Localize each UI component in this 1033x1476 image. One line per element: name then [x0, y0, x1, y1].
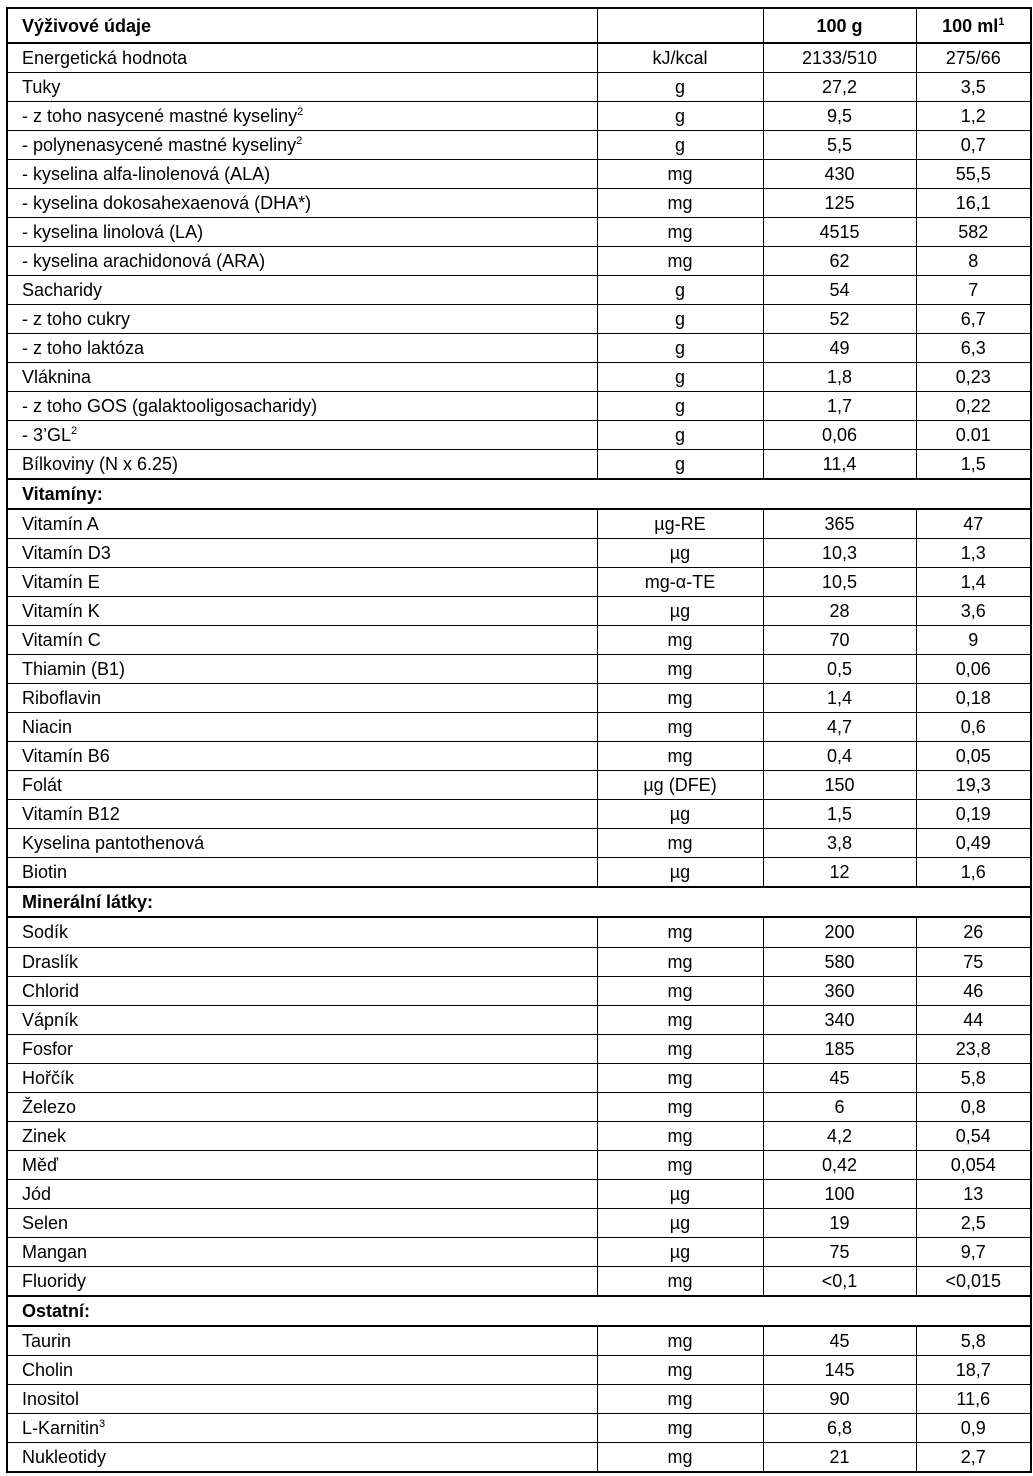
value-per-100ml: 16,1	[916, 189, 1031, 218]
nutrient-name	[7, 1355, 597, 1384]
table-row	[7, 102, 1031, 131]
value-per-100g: 2133/510	[763, 43, 916, 73]
nutrient-label: Inositol	[22, 1388, 80, 1409]
table-row	[7, 43, 1031, 73]
value-per-100g: 9,5	[763, 102, 916, 131]
nutrient-unit: g	[597, 131, 763, 160]
value-per-100ml: 275/66	[916, 43, 1031, 73]
nutrient-name	[7, 247, 597, 276]
table-row	[7, 742, 1031, 771]
nutrient-name	[7, 1266, 597, 1296]
section-title: Ostatní:	[7, 1296, 1031, 1326]
nutrient-label: - kyselina arachidonová (ARA)	[22, 251, 266, 272]
value-per-100g: 21	[763, 1442, 916, 1472]
value-per-100g: 580	[763, 947, 916, 976]
nutrient-name	[7, 160, 597, 189]
table-row	[7, 1384, 1031, 1413]
value-per-100ml: 0,18	[916, 684, 1031, 713]
nutrient-unit: mg	[597, 189, 763, 218]
table-row	[7, 597, 1031, 626]
nutrient-label: Vitamín A	[22, 514, 99, 535]
value-per-100g: 1,8	[763, 363, 916, 392]
nutrient-name	[7, 713, 597, 742]
table-row	[7, 1326, 1031, 1356]
value-per-100g: 70	[763, 626, 916, 655]
table-row	[7, 684, 1031, 713]
nutrient-name	[7, 392, 597, 421]
nutrient-name	[7, 1092, 597, 1121]
value-per-100g: 6	[763, 1092, 916, 1121]
value-per-100g: 10,3	[763, 539, 916, 568]
nutrient-unit: µg	[597, 597, 763, 626]
value-per-100ml: 46	[916, 976, 1031, 1005]
table-row	[7, 917, 1031, 947]
value-per-100g: 4,7	[763, 713, 916, 742]
value-per-100ml: 0,9	[916, 1413, 1031, 1442]
nutrient-name	[7, 858, 597, 888]
nutrient-label: Zinek	[22, 1125, 67, 1146]
table-row	[7, 1266, 1031, 1296]
nutrient-name	[7, 976, 597, 1005]
nutrient-label: Selen	[22, 1212, 69, 1233]
header-label: Výživové údaje	[7, 8, 597, 43]
nutrient-unit: g	[597, 73, 763, 102]
table-row	[7, 334, 1031, 363]
nutrient-name	[7, 1150, 597, 1179]
nutrient-name	[7, 568, 597, 597]
table-row	[7, 568, 1031, 597]
nutrient-unit: mg	[597, 218, 763, 247]
nutrient-unit: mg	[597, 1266, 763, 1296]
table-row	[7, 655, 1031, 684]
value-per-100g: 4,2	[763, 1121, 916, 1150]
nutrient-label: Tuky	[22, 77, 61, 98]
table-row	[7, 713, 1031, 742]
value-per-100g: 12	[763, 858, 916, 888]
table-row	[7, 539, 1031, 568]
nutrient-label: Fosfor	[22, 1038, 74, 1059]
table-row	[7, 450, 1031, 480]
table-row	[7, 218, 1031, 247]
nutrient-label: - z toho cukry	[22, 309, 131, 330]
value-per-100g: 54	[763, 276, 916, 305]
section-title: Vitamíny:	[7, 479, 1031, 509]
nutrient-name	[7, 947, 597, 976]
nutrient-name	[7, 1237, 597, 1266]
nutrient-name	[7, 742, 597, 771]
value-per-100ml: 0,22	[916, 392, 1031, 421]
value-per-100ml: 47	[916, 509, 1031, 539]
value-per-100g: 11,4	[763, 450, 916, 480]
nutrient-unit: kJ/kcal	[597, 43, 763, 73]
nutrient-unit: mg	[597, 1063, 763, 1092]
value-per-100ml: 44	[916, 1005, 1031, 1034]
value-per-100ml: 1,5	[916, 450, 1031, 480]
nutrient-label: - z toho GOS (galaktooligosacharidy)	[22, 396, 318, 417]
nutrient-unit: g	[597, 450, 763, 480]
nutrient-label: - 3’GL	[22, 425, 72, 446]
section-minerals	[7, 887, 1031, 917]
nutrient-unit: µg (DFE)	[597, 771, 763, 800]
nutrient-unit: mg	[597, 1355, 763, 1384]
value-per-100g: 150	[763, 771, 916, 800]
value-per-100ml: 23,8	[916, 1034, 1031, 1063]
nutrient-label: Měď	[22, 1154, 59, 1175]
nutrient-label: Nukleotidy	[22, 1446, 107, 1467]
nutrient-label: - polynenasycené mastné kyseliny	[22, 135, 297, 156]
value-per-100ml: 3,6	[916, 597, 1031, 626]
nutrient-label: Cholin	[22, 1359, 74, 1380]
nutrient-unit: mg	[597, 917, 763, 947]
nutrient-unit: mg	[597, 1384, 763, 1413]
nutrient-unit: g	[597, 305, 763, 334]
nutrient-unit: mg	[597, 1413, 763, 1442]
nutrient-name	[7, 189, 597, 218]
value-per-100ml: 7	[916, 276, 1031, 305]
nutrient-label: Hořčík	[22, 1067, 75, 1088]
value-per-100ml: 5,8	[916, 1063, 1031, 1092]
nutrient-name	[7, 1384, 597, 1413]
nutrient-unit: mg-α-TE	[597, 568, 763, 597]
nutrient-label: Niacin	[22, 717, 73, 738]
nutrient-name	[7, 1179, 597, 1208]
section-other	[7, 1296, 1031, 1326]
value-per-100ml: 6,7	[916, 305, 1031, 334]
table-row	[7, 626, 1031, 655]
value-per-100g: 185	[763, 1034, 916, 1063]
nutrient-label: Biotin	[22, 862, 68, 883]
nutrient-name	[7, 305, 597, 334]
nutrient-name	[7, 917, 597, 947]
nutrient-label: Jód	[22, 1183, 52, 1204]
nutrient-unit: µg	[597, 858, 763, 888]
nutrient-name	[7, 829, 597, 858]
nutrient-name	[7, 131, 597, 160]
nutrient-unit: mg	[597, 247, 763, 276]
table-row	[7, 771, 1031, 800]
nutrient-name	[7, 1063, 597, 1092]
nutrient-label: Kyselina pantothenová	[22, 833, 205, 854]
nutrient-label: - kyselina linolová (LA)	[22, 222, 204, 243]
value-per-100g: <0,1	[763, 1266, 916, 1296]
table-row	[7, 392, 1031, 421]
value-per-100g: 100	[763, 1179, 916, 1208]
nutrient-unit: g	[597, 334, 763, 363]
value-per-100g: 0,42	[763, 1150, 916, 1179]
section-title: Minerální látky:	[7, 887, 1031, 917]
nutrient-unit: mg	[597, 160, 763, 189]
nutrient-unit: mg	[597, 742, 763, 771]
value-per-100ml: 26	[916, 917, 1031, 947]
header-unit	[597, 8, 763, 43]
value-per-100ml: 2,5	[916, 1208, 1031, 1237]
nutrient-name	[7, 800, 597, 829]
value-per-100g: 4515	[763, 218, 916, 247]
nutrient-label: Vitamín C	[22, 630, 101, 651]
nutrient-unit: µg	[597, 1208, 763, 1237]
nutrient-name	[7, 334, 597, 363]
value-per-100g: 45	[763, 1326, 916, 1356]
nutrient-name	[7, 1326, 597, 1356]
nutrient-name	[7, 1034, 597, 1063]
value-per-100g: 0,4	[763, 742, 916, 771]
table-row	[7, 276, 1031, 305]
table-row	[7, 305, 1031, 334]
nutrient-label: Taurin	[22, 1330, 72, 1351]
value-per-100ml: 18,7	[916, 1355, 1031, 1384]
nutrient-name	[7, 1442, 597, 1472]
value-per-100g: 6,8	[763, 1413, 916, 1442]
table-row	[7, 800, 1031, 829]
table-row	[7, 131, 1031, 160]
value-per-100g: 430	[763, 160, 916, 189]
value-per-100ml: 11,6	[916, 1384, 1031, 1413]
value-per-100ml: 0,19	[916, 800, 1031, 829]
footnote-marker: 2	[296, 135, 303, 148]
value-per-100g: 0,5	[763, 655, 916, 684]
value-per-100ml: 6,3	[916, 334, 1031, 363]
value-per-100g: 0,06	[763, 421, 916, 450]
table-row	[7, 976, 1031, 1005]
nutrient-label: Draslík	[22, 951, 79, 972]
value-per-100g: 200	[763, 917, 916, 947]
value-per-100ml: 0.01	[916, 421, 1031, 450]
table-row	[7, 1355, 1031, 1384]
nutrient-unit: g	[597, 102, 763, 131]
table-row	[7, 509, 1031, 539]
value-per-100ml: 0,8	[916, 1092, 1031, 1121]
value-per-100ml: 3,5	[916, 73, 1031, 102]
value-per-100g: 49	[763, 334, 916, 363]
value-per-100ml: 55,5	[916, 160, 1031, 189]
value-per-100ml: 75	[916, 947, 1031, 976]
nutrient-name	[7, 421, 597, 450]
nutrient-unit: mg	[597, 1150, 763, 1179]
nutrient-unit: mg	[597, 947, 763, 976]
table-row	[7, 947, 1031, 976]
value-per-100ml: 0,06	[916, 655, 1031, 684]
value-per-100g: 10,5	[763, 568, 916, 597]
value-per-100ml: 19,3	[916, 771, 1031, 800]
nutrient-name	[7, 102, 597, 131]
nutrient-name	[7, 218, 597, 247]
value-per-100g: 45	[763, 1063, 916, 1092]
nutrient-unit: µg	[597, 800, 763, 829]
nutrient-name	[7, 450, 597, 480]
table-row	[7, 1208, 1031, 1237]
value-per-100g: 3,8	[763, 829, 916, 858]
nutrient-unit: mg	[597, 1005, 763, 1034]
nutrient-name	[7, 43, 597, 73]
nutrient-label: Vápník	[22, 1009, 79, 1030]
nutrient-name	[7, 1121, 597, 1150]
header-per-100ml	[916, 8, 1031, 43]
value-per-100ml: 2,7	[916, 1442, 1031, 1472]
footnote-marker: 2	[297, 106, 304, 119]
nutrient-name	[7, 509, 597, 539]
nutrient-unit: mg	[597, 976, 763, 1005]
section-vitamins	[7, 479, 1031, 509]
nutrient-label: - kyselina alfa-linolenová (ALA)	[22, 164, 271, 185]
value-per-100ml: 5,8	[916, 1326, 1031, 1356]
nutrient-label: Mangan	[22, 1241, 88, 1262]
table-row	[7, 1179, 1031, 1208]
nutrient-label: - z toho laktóza	[22, 338, 145, 359]
nutrient-name	[7, 1413, 597, 1442]
table-row	[7, 1092, 1031, 1121]
nutrient-label: Železo	[22, 1096, 77, 1117]
nutrient-name	[7, 73, 597, 102]
value-per-100ml: 0,05	[916, 742, 1031, 771]
nutrient-name	[7, 276, 597, 305]
table-row	[7, 363, 1031, 392]
value-per-100ml: 1,6	[916, 858, 1031, 888]
table-row	[7, 160, 1031, 189]
value-per-100ml: 0,6	[916, 713, 1031, 742]
footnote-marker: 3	[99, 1417, 106, 1430]
nutrient-unit: g	[597, 276, 763, 305]
nutrient-unit: µg-RE	[597, 509, 763, 539]
table-header-row	[7, 8, 1031, 43]
nutrient-name	[7, 655, 597, 684]
table-row	[7, 1063, 1031, 1092]
table-row	[7, 1442, 1031, 1472]
value-per-100ml: 9,7	[916, 1237, 1031, 1266]
value-per-100ml: 8	[916, 247, 1031, 276]
nutrient-label: Vitamín B6	[22, 746, 110, 767]
nutrient-name	[7, 539, 597, 568]
nutrient-unit: mg	[597, 1121, 763, 1150]
value-per-100g: 1,4	[763, 684, 916, 713]
nutrient-label: Vláknina	[22, 367, 92, 388]
value-per-100ml: 1,4	[916, 568, 1031, 597]
nutrient-unit: g	[597, 392, 763, 421]
nutrient-unit: mg	[597, 1442, 763, 1472]
table-row	[7, 858, 1031, 888]
nutrient-unit: µg	[597, 539, 763, 568]
nutrient-name	[7, 1005, 597, 1034]
nutrient-unit: g	[597, 363, 763, 392]
table-row	[7, 1005, 1031, 1034]
value-per-100g: 365	[763, 509, 916, 539]
table-row	[7, 1237, 1031, 1266]
value-per-100ml: 0,054	[916, 1150, 1031, 1179]
nutrient-label: Energetická hodnota	[22, 48, 188, 69]
nutrient-label: Chlorid	[22, 980, 80, 1001]
value-per-100g: 5,5	[763, 131, 916, 160]
nutrient-label: Vitamín D3	[22, 543, 111, 564]
table-row	[7, 829, 1031, 858]
nutrient-name	[7, 363, 597, 392]
nutrient-unit: mg	[597, 626, 763, 655]
nutrient-name	[7, 597, 597, 626]
value-per-100g: 360	[763, 976, 916, 1005]
value-per-100g: 28	[763, 597, 916, 626]
nutrient-unit: mg	[597, 655, 763, 684]
value-per-100ml: 0,54	[916, 1121, 1031, 1150]
table-row	[7, 1413, 1031, 1442]
value-per-100ml: <0,015	[916, 1266, 1031, 1296]
value-per-100ml: 1,2	[916, 102, 1031, 131]
table-row	[7, 247, 1031, 276]
value-per-100g: 125	[763, 189, 916, 218]
table-row	[7, 1121, 1031, 1150]
nutrient-label: Sacharidy	[22, 280, 103, 301]
value-per-100g: 75	[763, 1237, 916, 1266]
nutrient-name	[7, 626, 597, 655]
nutrient-label: Fluoridy	[22, 1270, 87, 1291]
value-per-100g: 145	[763, 1355, 916, 1384]
value-per-100g: 62	[763, 247, 916, 276]
nutrient-name	[7, 1208, 597, 1237]
nutrient-unit: µg	[597, 1237, 763, 1266]
table-row	[7, 421, 1031, 450]
nutrient-label: L-Karnitin	[22, 1417, 100, 1438]
nutrient-label: Bílkoviny (N x 6.25)	[22, 454, 179, 475]
nutrient-name	[7, 771, 597, 800]
value-per-100ml: 582	[916, 218, 1031, 247]
header-per-100ml-label: 100 ml	[942, 15, 999, 36]
nutrient-name	[7, 684, 597, 713]
value-per-100g: 90	[763, 1384, 916, 1413]
value-per-100g: 27,2	[763, 73, 916, 102]
table-row	[7, 1034, 1031, 1063]
nutrient-unit: mg	[597, 713, 763, 742]
table-row	[7, 73, 1031, 102]
value-per-100g: 340	[763, 1005, 916, 1034]
value-per-100ml: 9	[916, 626, 1031, 655]
nutrient-unit: mg	[597, 684, 763, 713]
value-per-100g: 1,5	[763, 800, 916, 829]
header-per-100g: 100 g	[763, 8, 916, 43]
nutrient-label: Vitamín B12	[22, 804, 120, 825]
nutrient-unit: mg	[597, 1034, 763, 1063]
nutrient-unit: mg	[597, 1326, 763, 1356]
footnote-marker: 1	[998, 15, 1005, 28]
value-per-100g: 52	[763, 305, 916, 334]
nutrient-label: Vitamín K	[22, 601, 100, 622]
value-per-100ml: 13	[916, 1179, 1031, 1208]
value-per-100g: 1,7	[763, 392, 916, 421]
nutrient-label: - z toho nasycené mastné kyseliny	[22, 106, 298, 127]
table-row	[7, 1150, 1031, 1179]
value-per-100ml: 0,23	[916, 363, 1031, 392]
nutrient-unit: mg	[597, 1092, 763, 1121]
nutrient-unit: µg	[597, 1179, 763, 1208]
footnote-marker: 2	[71, 425, 78, 438]
nutrition-table	[6, 7, 1032, 1473]
value-per-100ml: 0,7	[916, 131, 1031, 160]
nutrient-label: Sodík	[22, 922, 69, 943]
nutrient-label: Folát	[22, 775, 63, 796]
value-per-100ml: 0,49	[916, 829, 1031, 858]
table-row	[7, 189, 1031, 218]
value-per-100g: 19	[763, 1208, 916, 1237]
value-per-100ml: 1,3	[916, 539, 1031, 568]
nutrition-table-body	[7, 8, 1031, 1472]
nutrient-label: Thiamin (B1)	[22, 659, 126, 680]
nutrient-unit: mg	[597, 829, 763, 858]
nutrient-label: - kyselina dokosahexaenová (DHA*)	[22, 193, 312, 214]
nutrient-label: Vitamín E	[22, 572, 100, 593]
nutrient-unit: g	[597, 421, 763, 450]
nutrient-label: Riboflavin	[22, 688, 102, 709]
